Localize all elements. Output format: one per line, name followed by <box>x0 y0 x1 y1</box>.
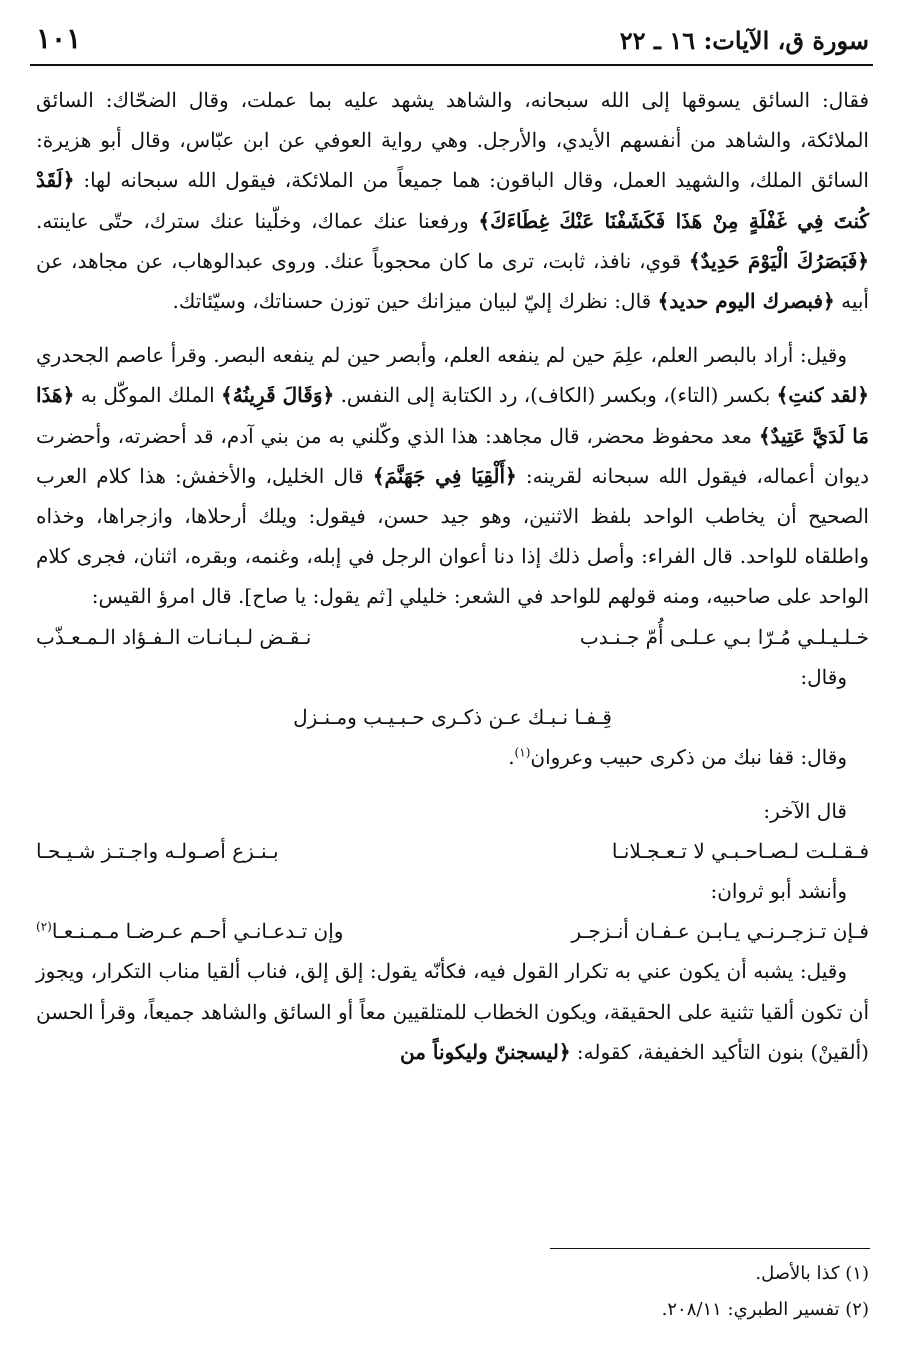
quran-quote: ﴿أَلْقِيَا فِي جَهَنَّمَ﴾ <box>372 463 517 488</box>
page-number: ١٠١ <box>36 22 82 55</box>
text-run: بكسر (التاء)، وبكسر (الكاف)، رد الكتابة إلى النفس. <box>334 383 777 408</box>
text-run: معد محفوظ محضر، قال مجاهد: هذا الذي وكّلني به من بني آدم، قد أحضرته، وأحضرت ديوان أعماله، فيقول الله سبحانه لقرينه: <box>36 423 870 488</box>
text-run: ورفعنا عنك عماك، وخلّينا عنك سترك، حتّى عاينته. <box>36 208 479 233</box>
footnote-1: (١) كذا بالأصل. <box>755 1263 869 1284</box>
quran-quote: ﴿هَذَا مَا لَدَيَّ عَتِيدٌ﴾ <box>36 383 869 448</box>
line-qal-akhar: قال الآخر: <box>763 799 847 824</box>
text-run: فقال: السائق يسوقها إلى الله سبحانه، والشاهد يشهد عليه بما عملت، وقال الضحّاك: السائق الملائكة، والشاهد من أنفسهم الأيدي، والأرجل. وهي رواية العوفي عن ابن عبّاس، وقال أبو هزيرة: السائق الملك، والشهيد العمل، وقال الباقون: هما جميعاً من الملائكة، فيقول الله سبحانه لها: <box>36 88 869 193</box>
verse-second-hemistich: بـنـزع أصـولـه واجـتـز شـيـحـا <box>36 839 279 864</box>
paragraph-1 <box>36 80 869 321</box>
text-run: وقيل: أراد بالبصر العلم، علِمَ حين لم ينفعه العلم، وأبصر حين لم ينفعه البصر. وقرأ عاصم الجحدري <box>36 343 847 368</box>
verse-second-hemistich: نـقـض لـبـانـات الـفـؤاد الـمـعـذّب <box>36 624 312 649</box>
poem-verse-3 <box>36 831 869 871</box>
paragraph-2 <box>36 335 869 616</box>
quran-quote: ﴿فَبَصَرُكَ الْيَوْمَ حَدِيدٌ﴾ <box>688 248 870 273</box>
header-rule <box>30 64 873 66</box>
text-run: وإن تـدعـانـي أحـم عـرضـا مـمـنـعـا <box>51 919 344 944</box>
verse-first-hemistich: فـقـلـت لـصـاحـبـي لا تـعـجـلانـا <box>611 839 869 864</box>
quran-quote: ﴿وَقَالَ قَرِينُهُ﴾ <box>221 383 335 408</box>
footnote-2: (٢) تفسير الطبري: ٢٠٨/١١. <box>661 1299 869 1320</box>
text-run: قوي، نافذ، ثابت، ترى ما كان محجوباً عنك. وروى عبدالوهاب، عن مجاهد، عن أبيه <box>36 248 869 314</box>
poem-verse-2: قِـفـا نـبـك عـن ذكـرى حـبـيـب ومـنـزل <box>293 704 612 729</box>
footnote-ref: (٢) <box>36 919 52 934</box>
text-run: . <box>508 744 515 769</box>
text-run: قال: نظرك إليّ لبيان ميزانك حين توزن حسناتك، وسيّئاتك. <box>172 289 658 314</box>
footnote-ref: (١) <box>514 745 531 760</box>
line-waqal: وقال: <box>800 664 847 689</box>
verse-first-hemistich: فـإن تـزجـرنـي يـابـن عـفـان أنـزجـر <box>571 919 869 944</box>
text-run: الملك الموكّل به <box>74 383 222 408</box>
text-run: وقيل: يشبه أن يكون عني به تكرار القول فيه، فكأنّه يقول: إلق إلق، فناب ألقيا مناب التكرار، ويجوز أن تكون ألقيا تثنية على الحقيقة، ويكون الخطاب للمتلقيين معاً أو السائق والشاهد جميعاً، وقرأ الحسن (ألقينْ) بنون التأكيد الخفيفة، كقوله: <box>36 959 869 1064</box>
quran-quote: ﴿لَقَدْ كُنتَ فِي غَفْلَةٍ مِنْ هَذَا فَكَشَفْنَا عَنْكَ غِطَاءَكَ﴾ <box>36 168 869 233</box>
text-run: وقال: قفا نبك من ذكرى حبيب وعروان <box>530 744 847 769</box>
poem-verse-4 <box>36 911 869 951</box>
footnotes <box>662 1256 869 1328</box>
verse-first-hemistich: خـلـيـلـي مُـرّا بـي عـلـى أُمّ جـنـدب <box>579 624 869 649</box>
page-body <box>36 80 869 1072</box>
line-waqal-2 <box>36 737 869 777</box>
paragraph-3 <box>36 951 869 1072</box>
verse-second-hemistich <box>36 911 343 951</box>
line-anshad: وأنشد أبو ثروان: <box>710 879 847 904</box>
poem-verse-1 <box>36 617 869 657</box>
quran-quote: ﴿لقد كنتِ﴾ <box>776 383 869 408</box>
quran-quote: ﴿ليسجننّ وليكوناً من <box>400 1039 571 1064</box>
text-run: قال الخليل، والأخفش: هذا كلام العرب الصحيح أن يخاطب الواحد بلفظ الاثنين، وهو جيد حسن، فيقول: ويلك أرحلاها، وازجراها، وخذاه واطلقاه للواحد. قال الفراء: وأصل ذلك إذا دنا أعوان الرجل في إبله، وغنمه، وبقره، اثنان، فجرى كلام الواحد على صاحبيه، ومنه قولهم للواحد في الشعر: خليلي [ثم يقول: يا صاح]. قال امرؤ القيس: <box>36 463 869 609</box>
page-header-title: سورة ق، الآيات: ١٦ ـ ٢٢ <box>619 26 869 55</box>
footnote-rule <box>550 1248 870 1249</box>
quran-quote: ﴿فبصرك اليوم حديد﴾ <box>657 289 835 314</box>
